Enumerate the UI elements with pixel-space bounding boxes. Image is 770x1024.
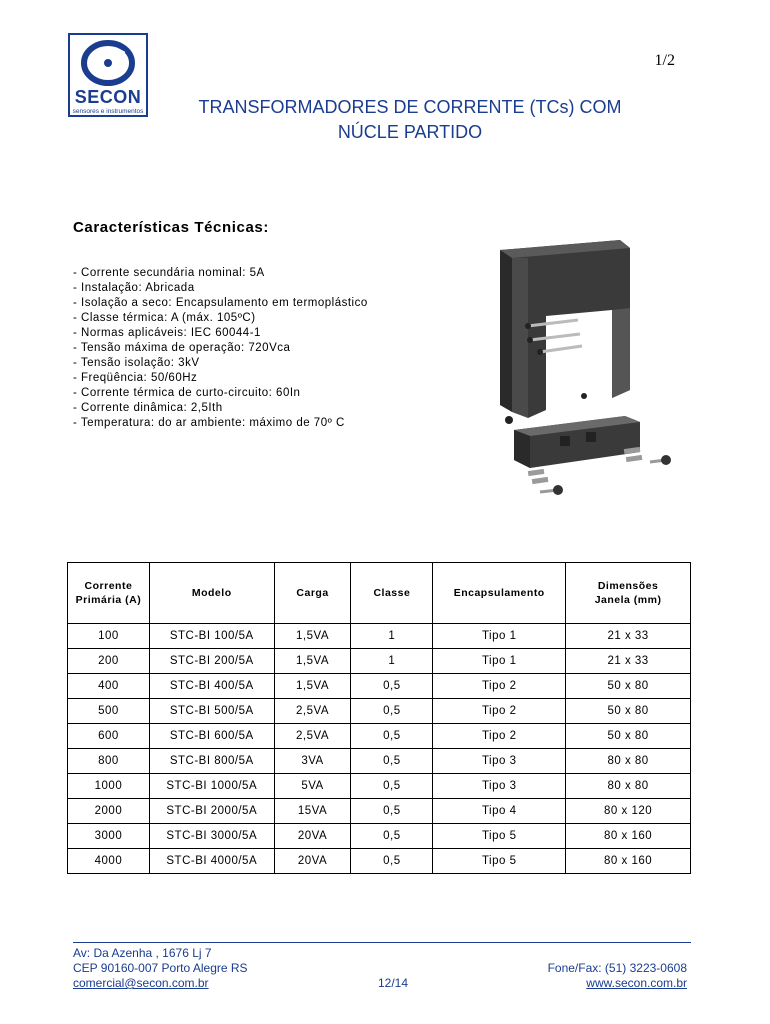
table-header-row: [68, 563, 691, 624]
table-cell: Tipo 5: [433, 849, 566, 874]
table-cell: STC-BI 200/5A: [149, 649, 274, 674]
table-cell: 100: [68, 624, 150, 649]
table-cell: 0,5: [351, 724, 433, 749]
spec-item: - Tensão máxima de operação: 720Vca: [73, 342, 291, 354]
title-line-2: NÚCLE PARTIDO: [337, 122, 483, 142]
table-cell: 1000: [68, 774, 150, 799]
table-cell: 80 x 160: [566, 824, 691, 849]
table-cell: 80 x 120: [566, 799, 691, 824]
table-cell: 0,5: [351, 699, 433, 724]
table-cell: 500: [68, 699, 150, 724]
table-cell: 0,5: [351, 749, 433, 774]
table-cell: 600: [68, 724, 150, 749]
table-cell: 80 x 80: [566, 749, 691, 774]
table-cell: 2,5VA: [274, 724, 351, 749]
spec-item: - Isolação a seco: Encapsulamento em termoplástico: [73, 297, 368, 309]
table-cell: STC-BI 800/5A: [149, 749, 274, 774]
logo-tagline: sensores e instrumentos: [72, 108, 144, 115]
table-row: [68, 824, 691, 849]
page-title: [150, 95, 670, 145]
table-row: [68, 749, 691, 774]
table-cell: 80 x 160: [566, 849, 691, 874]
spec-item: - Normas aplicáveis: IEC 60044-1: [73, 327, 261, 339]
table-cell: 800: [68, 749, 150, 774]
table-cell: Tipo 1: [433, 649, 566, 674]
secon-logo: [68, 33, 148, 117]
table-cell: 400: [68, 674, 150, 699]
table-row: [68, 624, 691, 649]
footer-divider: [73, 942, 691, 943]
table-cell: 80 x 80: [566, 774, 691, 799]
table-row: [68, 774, 691, 799]
models-table: [67, 562, 691, 874]
table-cell: Tipo 4: [433, 799, 566, 824]
table-cell: 50 x 80: [566, 674, 691, 699]
table-row: [68, 649, 691, 674]
table-cell: 200: [68, 649, 150, 674]
table-cell: 20VA: [274, 824, 351, 849]
table-row: [68, 674, 691, 699]
table-cell: STC-BI 2000/5A: [149, 799, 274, 824]
table-cell: 50 x 80: [566, 724, 691, 749]
table-cell: 3000: [68, 824, 150, 849]
table-cell: 15VA: [274, 799, 351, 824]
table-cell: Tipo 2: [433, 674, 566, 699]
table-cell: 0,5: [351, 774, 433, 799]
spec-item: - Classe térmica: A (máx. 105ºC): [73, 312, 256, 324]
col-model: Modelo: [149, 563, 274, 624]
spec-item: - Corrente dinâmica: 2,5Ith: [73, 402, 223, 414]
footer-page-number: 12/14: [378, 976, 409, 990]
table-cell: STC-BI 3000/5A: [149, 824, 274, 849]
table-cell: 1: [351, 624, 433, 649]
col-class: Classe: [351, 563, 433, 624]
table-cell: 3VA: [274, 749, 351, 774]
footer-website-link[interactable]: www.secon.com.br: [586, 976, 687, 990]
col-primary-current: Corrente Primária (A): [68, 563, 150, 624]
footer-website-wrap: [586, 976, 687, 990]
spec-item: - Freqüência: 50/60Hz: [73, 372, 198, 384]
table-cell: 1,5VA: [274, 624, 351, 649]
secon-emblem-icon: [78, 38, 138, 88]
table-cell: STC-BI 600/5A: [149, 724, 274, 749]
spec-item: - Instalação: Abricada: [73, 282, 195, 294]
table-cell: Tipo 2: [433, 699, 566, 724]
col-dimensions: Dimensões Janela (mm): [566, 563, 691, 624]
footer-address: Av: Da Azenha , 1676 Lj 7: [73, 946, 212, 960]
table-row: [68, 799, 691, 824]
footer-city: CEP 90160-007 Porto Alegre RS: [73, 961, 248, 975]
footer-phone: Fone/Fax: (51) 3223-0608: [547, 961, 687, 975]
table-row: [68, 724, 691, 749]
table-cell: 0,5: [351, 799, 433, 824]
spec-list: [73, 266, 368, 431]
table-cell: 5VA: [274, 774, 351, 799]
table-cell: 2,5VA: [274, 699, 351, 724]
table-cell: STC-BI 4000/5A: [149, 849, 274, 874]
footer-email-wrap: [73, 976, 209, 990]
table-cell: 4000: [68, 849, 150, 874]
table-cell: 21 x 33: [566, 649, 691, 674]
title-line-1: TRANSFORMADORES DE CORRENTE (TCs) COM: [198, 97, 622, 117]
logo-name: SECON: [74, 87, 142, 107]
table-cell: STC-BI 400/5A: [149, 674, 274, 699]
table-cell: Tipo 3: [433, 749, 566, 774]
table-cell: 21 x 33: [566, 624, 691, 649]
table-cell: Tipo 2: [433, 724, 566, 749]
section-heading: Características Técnicas:: [73, 219, 269, 236]
table-cell: 1,5VA: [274, 649, 351, 674]
table-cell: 0,5: [351, 849, 433, 874]
table-cell: 1,5VA: [274, 674, 351, 699]
table-cell: 2000: [68, 799, 150, 824]
table-cell: STC-BI 1000/5A: [149, 774, 274, 799]
spec-item: - Corrente térmica de curto-circuito: 60In: [73, 387, 301, 399]
split-core-transformer-image: [500, 240, 680, 510]
table-cell: STC-BI 100/5A: [149, 624, 274, 649]
table-cell: Tipo 5: [433, 824, 566, 849]
table-cell: Tipo 1: [433, 624, 566, 649]
table-row: [68, 849, 691, 874]
footer-email-link[interactable]: comercial@secon.com.br: [73, 976, 209, 990]
spec-item: - Temperatura: do ar ambiente: máximo de 70º C: [73, 417, 345, 429]
table-cell: 50 x 80: [566, 699, 691, 724]
page-number: 1/2: [654, 52, 675, 69]
table-cell: Tipo 3: [433, 774, 566, 799]
table-cell: STC-BI 500/5A: [149, 699, 274, 724]
spec-item: - Corrente secundária nominal: 5A: [73, 267, 265, 279]
col-load: Carga: [274, 563, 351, 624]
spec-item: - Tensão isolação: 3kV: [73, 357, 200, 369]
table-cell: 20VA: [274, 849, 351, 874]
table-cell: 0,5: [351, 674, 433, 699]
table-cell: 1: [351, 649, 433, 674]
table-cell: 0,5: [351, 824, 433, 849]
table-row: [68, 699, 691, 724]
col-encapsulation: Encapsulamento: [433, 563, 566, 624]
